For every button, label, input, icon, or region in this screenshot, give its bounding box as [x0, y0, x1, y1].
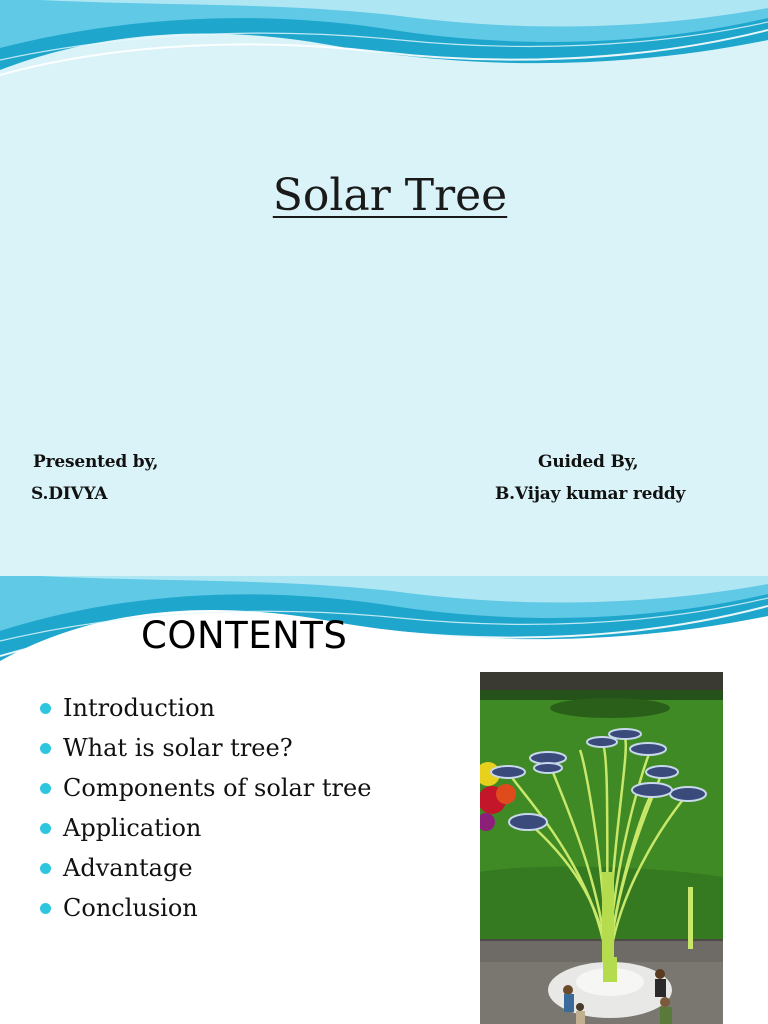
presented-by-label: Presented by,: [33, 452, 159, 472]
bullet-icon: [40, 863, 51, 874]
contents-slide: [0, 576, 768, 1024]
list-item-label: Advantage: [63, 854, 193, 882]
list-item: [40, 768, 371, 808]
bullet-icon: [40, 823, 51, 834]
bullet-icon: [40, 743, 51, 754]
bullet-icon: [40, 903, 51, 914]
list-item: [40, 808, 371, 848]
list-item: [40, 848, 371, 888]
list-item: [40, 728, 371, 768]
list-item-label: Components of solar tree: [63, 774, 372, 802]
list-item: [40, 888, 371, 928]
presenter-name: S.DIVYA: [31, 484, 108, 504]
contents-list: [40, 688, 371, 928]
list-item: [40, 688, 371, 728]
wave-banner-contents: [0, 576, 768, 671]
slide-title: Solar Tree: [272, 170, 508, 221]
list-item-label: Application: [63, 814, 202, 842]
list-item-label: Introduction: [63, 694, 215, 722]
list-item-label: Conclusion: [63, 894, 198, 922]
solar-tree-photo: [480, 672, 723, 1024]
guided-by-label: Guided By,: [538, 452, 639, 472]
bullet-icon: [40, 783, 51, 794]
bullet-icon: [40, 703, 51, 714]
guide-name: B.Vijay kumar reddy: [495, 484, 686, 504]
wave-banner-top: [0, 0, 768, 95]
contents-heading: CONTENTS: [141, 614, 348, 657]
list-item-label: What is solar tree?: [63, 734, 293, 762]
